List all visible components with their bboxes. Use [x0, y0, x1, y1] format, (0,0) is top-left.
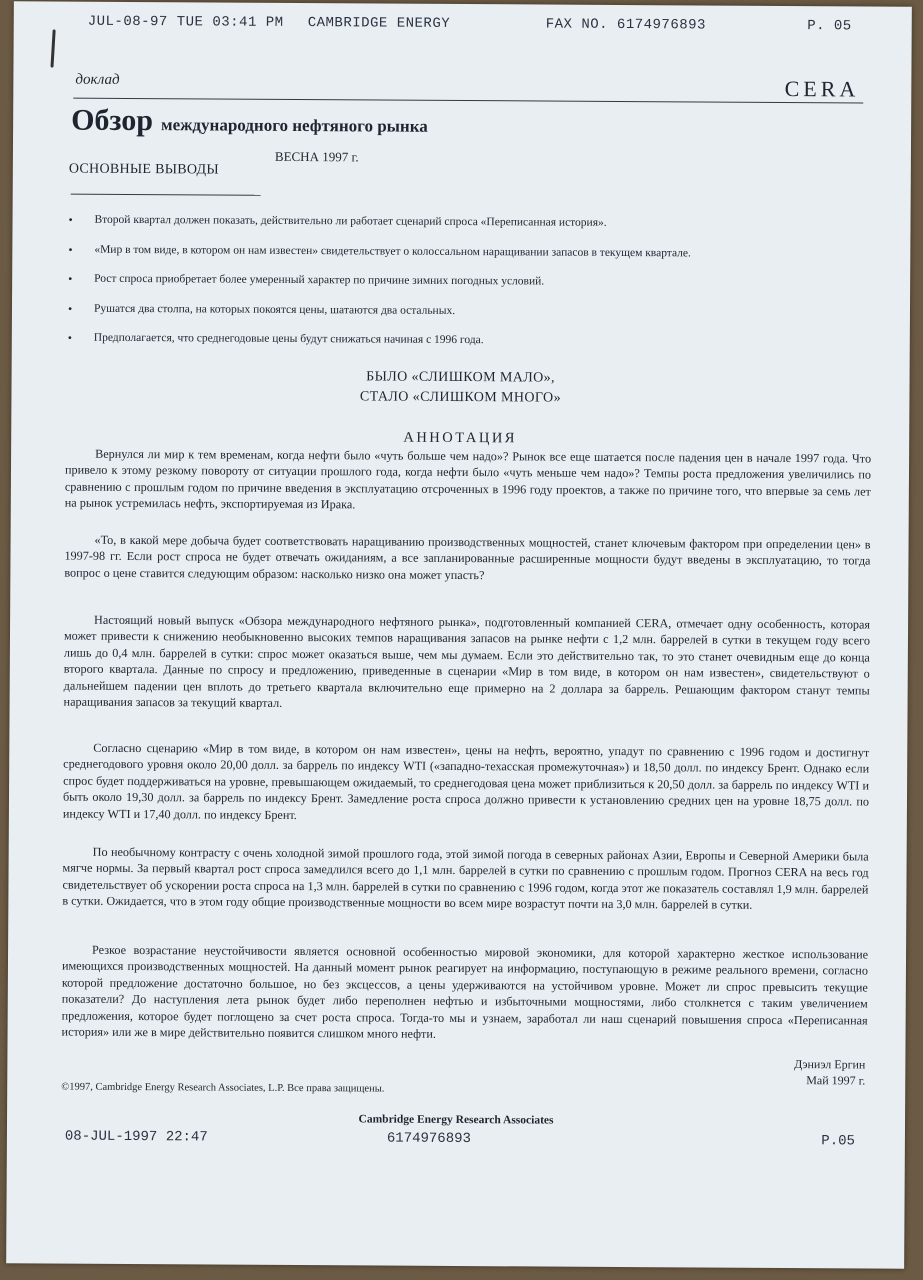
list-item: • Рушатся два столпа, на которых покоятся цены, шатаются два остальных. [67, 301, 456, 317]
body-paragraph: Настоящий новый выпуск «Обзора международного нефтяного рынка», подготовленный компанией CERA, отмечает одну особенность, которая может привести к снижению необыкновенно высоких темпов наращивания запасов на рынке нефти с 1,2 млн. баррелей в сутки в текущем году всего лишь до 0,4 млн. баррелей в сутки: спрос может оказаться выше, чем мы думаем. Если это действительно так, то это станет очевидным еще до конца второго квартала. Данные по спросу и предложению, приведенные в сценарии «Мир в том виде, в котором он нам известен», свидетельствуют о дальнейшем падении цен вплоть до третьего квартала включительно еще примерно на 2 доллара за баррель. Решающим фактором станут темпы наращивания запасов за текущий квартал. [63, 612, 871, 710]
body-paragraph: Согласно сценарию «Мир в том виде, в котором он нам известен», цены на нефть, вероятно, упадут по сравнению с 1996 годом и достигнут среднегодового уровня около 20,00 долл. за баррель по индексу WTI («западно-техасская промежуточная») и 18,50 долл. по индексу Брент. Однако если спрос будет поддерживаться на уровне, превышающем ожидаемый, то среднегодовая цена может приблизиться к 20,50 долл. за баррель по индексу WTI и быть около 19,30 долл. за баррель по индексу Брент. Замедление роста спроса должно привести к установлению средних цен на уровне 18,75 долл. по индексу WTI и 17,40 долл. по индексу Брент. [62, 740, 870, 822]
fax-footer-page: P.05 [821, 1133, 855, 1150]
fax-header [87, 13, 852, 35]
fax-footer-date: 08-JUL-1997 22:47 [64, 1128, 208, 1146]
list-item: • Рост спроса приобретает более умеренный характер по причине зимних погодных условий. [68, 271, 545, 288]
list-item: • Предполагается, что среднегодовые цены будут снижаться начиная с 1996 года. [67, 330, 484, 347]
bullet-icon: • [67, 301, 73, 316]
headline-line-2: СТАЛО «СЛИШКОМ МНОГО» [359, 389, 562, 406]
list-item: • «Мир в том виде, в котором он нам известен» свидетельствует о колоссальном наращивании запасов в текущем квартале. [68, 242, 691, 259]
fax-header-company: CAMBRIDGE ENERGY [307, 15, 451, 32]
bullet-icon: • [68, 212, 73, 227]
body-paragraph: Резкое возрастание неустойчивости является основной особенностью мировой экономики, для которой характерно жесткое использование имеющихся производственных мощностей. На данный момент рынок реагирует на информацию, поступающую в режиме реального времени, согласно которой предложение достаточно большое, но без эксцессов, а цены удерживаются на устойчивом уровне. Может ли спрос превысить текущие показатели? До наступления лета рынок будет либо переполнен нефтью и избыточными мощностями, либо столкнется с таким увеличением предложения, которое будет поглощено за счет роста спроса. Тогда-то мы и узнаем, заработал ли наш сценарий повышения спроса «Переписанная история» или же в мире действительно появится слишком много нефти. [61, 942, 869, 1041]
fax-header-page: P. 05 [807, 18, 852, 35]
section-divider [71, 194, 261, 196]
body-paragraph: По необычному контрасту с очень холодной зимой прошлого года, этой зимой погода в северных районах Азии, Европы и Северной Америки была мягче нормы. За первый квартал рост спроса замедлился всего до 1,1 млн. баррелей в сутки по сравнению с прошлым годом. Прогноз CERA на весь год свидетельствует об ускорении роста спроса на 1,3 млн. баррелей в сутки по сравнению с 1996 годом, когда этот же показатель составлял 1,9 млн. баррелей в сутки. Ожидается, что в этом году общие производственные мощности во всем мире возрастут почти на 3,0 млн. баррелей в сутки. [62, 844, 869, 913]
headline-line-1: БЫЛО «СЛИШКОМ МАЛО», [366, 369, 556, 386]
author-name: Дэниэл Ергин [794, 1057, 866, 1072]
body-paragraph: «То, в какой мере добыча будет соответствовать наращиванию производственных мощностей, станет ключевым фактором при определении цен» в 1997-98 гг. Если рост спроса не будет отвечать ожиданиям, а все запланированные расширенные мощности будут введены в эксплуатацию, то тогда вопрос о цене ставится следующим образом: насколько низко она может упасть? [64, 532, 871, 582]
list-item: • Второй квартал должен показать, действительно ли работает сценарий спроса «Переписанная история». [68, 212, 607, 229]
brand-logo: CERA [784, 75, 860, 102]
section-heading: ОСНОВНЫЕ ВЫВОДЫ [68, 161, 219, 178]
document-page [6, 1, 912, 1268]
body-paragraph: Вернулся ли мир к тем временам, когда нефти было «чуть больше чем надо»? Рынок все еще шатается после падения цен в начале 1997 года. Что привело к этому резкому повороту от ситуации прошлого года, когда нефти было «чуть меньше чем надо»? Темпы роста предложения увеличились по сравнению с прошлым годом по причине введения в эксплуатацию отсроченных в 1996 году проектов, а также по причине того, что впервые за семь лет на рынок устремилась нефть, экспортируемая из Ирака. [64, 446, 872, 512]
page-title [71, 104, 428, 140]
header-divider [73, 98, 863, 104]
fax-header-date: JUL-08-97 TUE 03:41 PM [87, 13, 284, 31]
staple-mark [50, 29, 55, 67]
signature-date: Май 1997 г. [806, 1073, 866, 1088]
bullet-icon: • [67, 330, 73, 345]
signature-block [794, 1056, 865, 1088]
doc-type-label: доклад [75, 71, 120, 88]
fax-header-number: FAX NO. 6174976893 [545, 16, 707, 34]
bullet-icon: • [68, 271, 73, 286]
issue-season: ВЕСНА 1997 г. [274, 148, 359, 165]
copyright-notice: ©1997, Cambridge Energy Research Associates, L.P. Все права защищены. [61, 1081, 385, 1095]
footer-organization: Cambridge Energy Research Associates [358, 1113, 554, 1127]
fax-footer-number: 6174976893 [386, 1130, 471, 1148]
fax-footer [64, 1128, 855, 1150]
annotation-heading: АННОТАЦИЯ [403, 429, 518, 447]
key-findings-list [68, 214, 859, 366]
title-subtitle: международного нефтяного рынка [160, 115, 428, 136]
bullet-icon: • [68, 242, 73, 257]
title-main: Обзор [71, 103, 154, 138]
